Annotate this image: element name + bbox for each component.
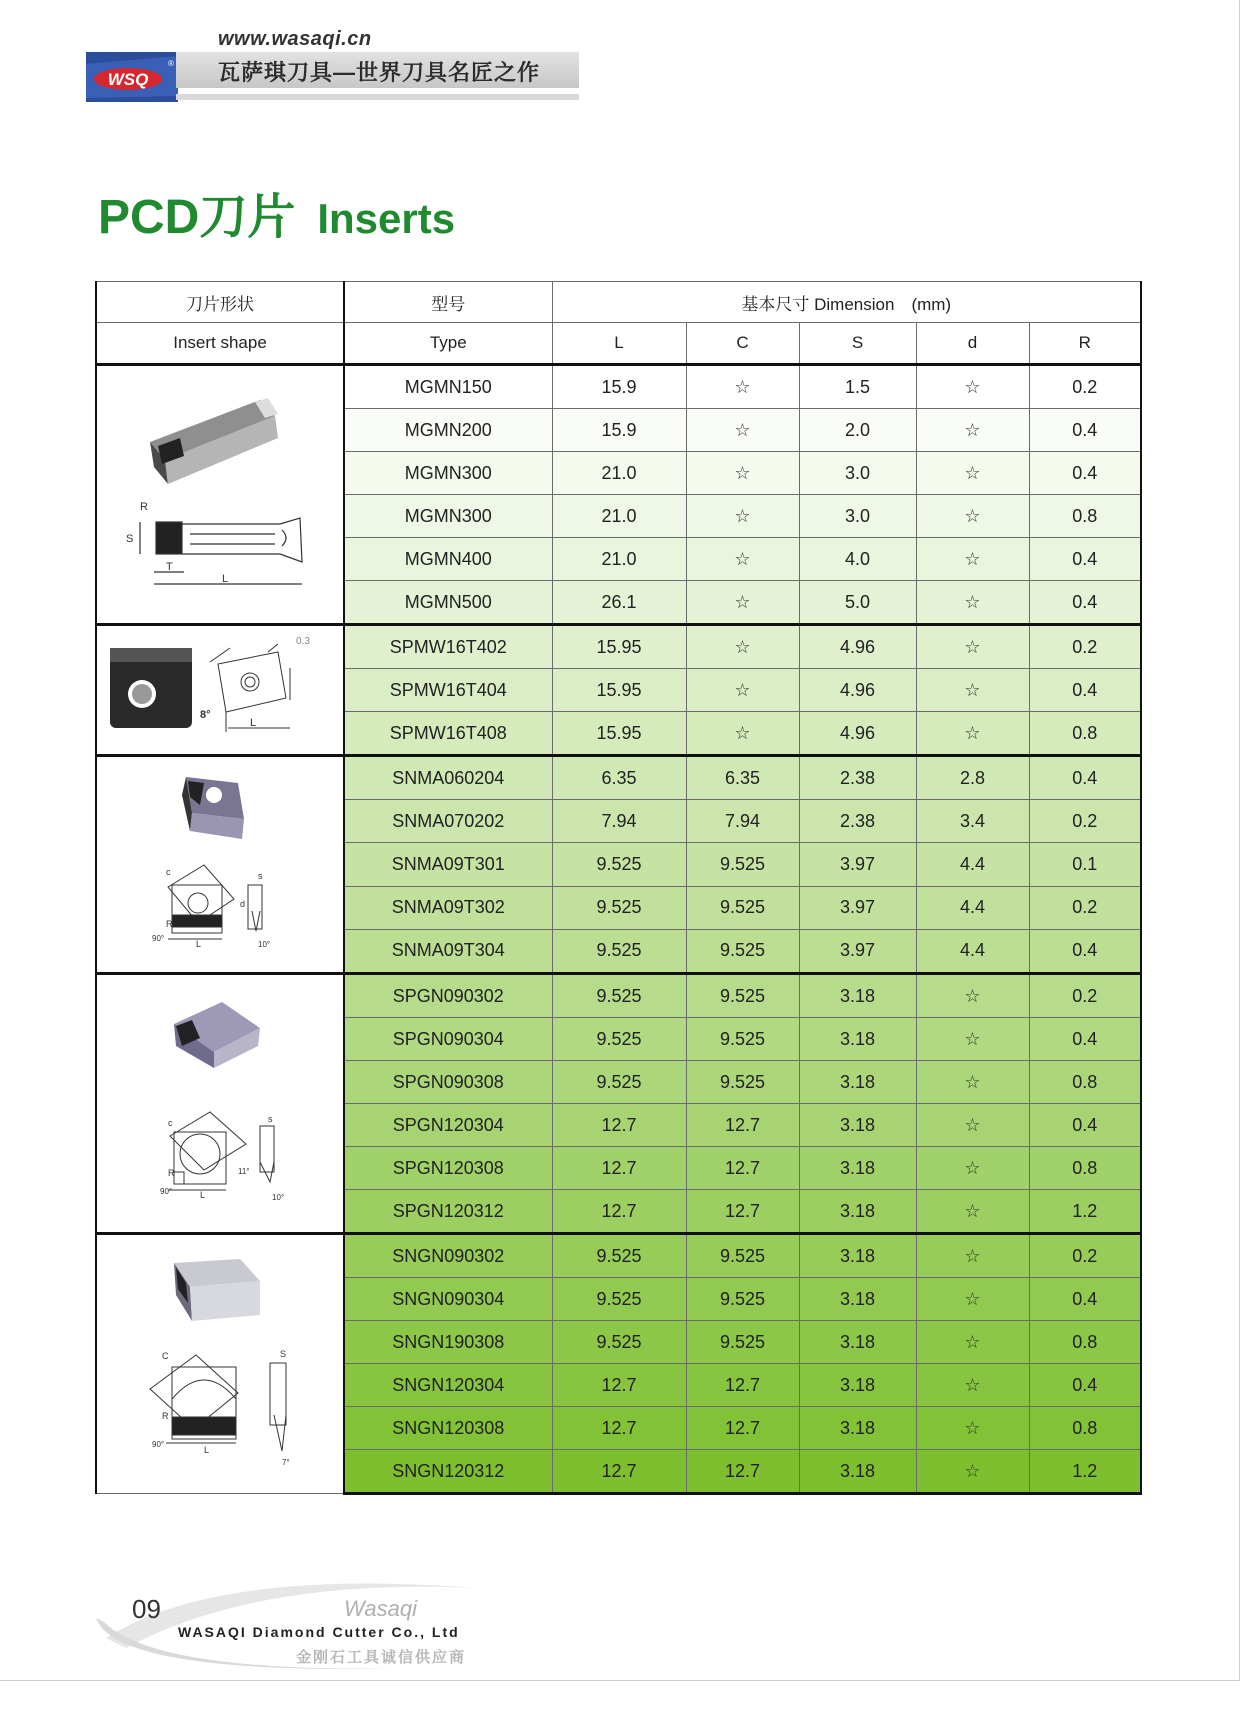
insert-shape-cell — [96, 625, 344, 756]
cell-d: ☆ — [916, 669, 1029, 712]
cell-type: SNMA09T302 — [344, 886, 552, 929]
cell-c: ☆ — [686, 495, 799, 538]
cell-d: ☆ — [916, 1061, 1029, 1104]
cell-l: 12.7 — [552, 1450, 686, 1494]
header-shape-en: Insert shape — [96, 323, 344, 365]
cell-s: 3.0 — [799, 452, 916, 495]
cell-r: 0.1 — [1029, 843, 1141, 886]
cell-type: SNGN090302 — [344, 1234, 552, 1278]
snma-label-angle1: 90° — [152, 934, 165, 943]
mgmn-label-l: L — [222, 573, 229, 585]
cell-s: 4.0 — [799, 538, 916, 581]
cell-d: ☆ — [916, 1104, 1029, 1147]
cell-type: MGMN300 — [344, 495, 552, 538]
mgmn-grooving-insert-illustration — [110, 372, 330, 612]
sngn-insert-3d-icon — [174, 1259, 260, 1321]
spmw-insert-photo-icon — [110, 648, 192, 728]
cell-s: 3.18 — [799, 1104, 916, 1147]
cell-s: 3.97 — [799, 929, 916, 973]
cell-d: ☆ — [916, 452, 1029, 495]
cell-type: SNGN120312 — [344, 1450, 552, 1494]
spgn-label-r: R — [168, 1168, 175, 1178]
cell-l: 15.95 — [552, 669, 686, 712]
spmw-label-l: L — [250, 716, 257, 729]
cell-l: 9.525 — [552, 886, 686, 929]
cell-r: 0.8 — [1029, 1061, 1141, 1104]
svg-text:®: ® — [168, 59, 174, 68]
cell-d: ☆ — [916, 1450, 1029, 1494]
snma-label-r: R — [166, 919, 173, 929]
cell-d: ☆ — [916, 712, 1029, 756]
cell-r: 0.2 — [1029, 886, 1141, 929]
cell-c: 9.525 — [686, 1234, 799, 1278]
spgn-label-angle2: 11° — [238, 1167, 250, 1176]
cell-s: 2.38 — [799, 800, 916, 843]
mgmn-drawing-icon — [140, 518, 302, 584]
cell-l: 12.7 — [552, 1104, 686, 1147]
cell-c: 6.35 — [686, 756, 799, 800]
cell-c: 7.94 — [686, 800, 799, 843]
page-title-en: Inserts — [317, 195, 456, 242]
cell-type: SPGN090308 — [344, 1061, 552, 1104]
insert-spec-table — [95, 281, 1142, 1495]
cell-d: ☆ — [916, 974, 1029, 1018]
cell-l: 15.9 — [552, 409, 686, 452]
cell-type: SPGN090304 — [344, 1018, 552, 1061]
cell-type: SPMW16T402 — [344, 625, 552, 669]
cell-s: 3.97 — [799, 886, 916, 929]
cell-s: 2.38 — [799, 756, 916, 800]
snma-label-l: L — [196, 939, 202, 949]
snma-label-c: c — [166, 867, 171, 877]
spgn-label-angle1: 90° — [160, 1187, 173, 1196]
cell-d: ☆ — [916, 495, 1029, 538]
cell-s: 2.0 — [799, 409, 916, 452]
cell-s: 3.18 — [799, 1190, 916, 1234]
cell-l: 9.525 — [552, 1061, 686, 1104]
cell-r: 0.4 — [1029, 756, 1141, 800]
cell-r: 0.2 — [1029, 625, 1141, 669]
cell-c: 12.7 — [686, 1450, 799, 1494]
cell-c: ☆ — [686, 625, 799, 669]
header-type-en: Type — [344, 323, 552, 365]
cell-r: 0.4 — [1029, 1104, 1141, 1147]
table-row — [96, 1234, 1141, 1278]
cell-c: 9.525 — [686, 1278, 799, 1321]
cell-l: 21.0 — [552, 452, 686, 495]
cell-l: 12.7 — [552, 1190, 686, 1234]
cell-c: ☆ — [686, 712, 799, 756]
cell-l: 9.525 — [552, 1278, 686, 1321]
cell-l: 9.525 — [552, 1234, 686, 1278]
spgn-label-c: c — [168, 1118, 173, 1128]
cell-c: ☆ — [686, 365, 799, 409]
cell-r: 0.2 — [1029, 800, 1141, 843]
cell-s: 3.0 — [799, 495, 916, 538]
cell-s: 3.18 — [799, 1234, 916, 1278]
cell-c: ☆ — [686, 669, 799, 712]
cell-l: 9.525 — [552, 843, 686, 886]
header-col-c: C — [686, 323, 799, 365]
table-row — [96, 756, 1141, 800]
spgn-drawing-icon — [168, 1112, 274, 1190]
cell-d: 4.4 — [916, 929, 1029, 973]
company-logo — [86, 52, 178, 102]
cell-type: SPMW16T404 — [344, 669, 552, 712]
cell-c: 12.7 — [686, 1104, 799, 1147]
cell-r: 0.4 — [1029, 1278, 1141, 1321]
cell-r: 0.4 — [1029, 669, 1141, 712]
spmw-label-angle: 8° — [200, 708, 211, 721]
cell-c: 9.525 — [686, 1321, 799, 1364]
cell-type: SNMA070202 — [344, 800, 552, 843]
cell-c: 9.525 — [686, 974, 799, 1018]
cell-r: 0.4 — [1029, 581, 1141, 625]
snma-insert-3d-icon — [182, 777, 244, 839]
snma-insert-illustration — [110, 757, 330, 967]
header-shape-cn: 刀片形状 — [96, 282, 344, 323]
cell-c: ☆ — [686, 581, 799, 625]
cell-r: 0.2 — [1029, 365, 1141, 409]
cell-l: 7.94 — [552, 800, 686, 843]
cell-r: 0.8 — [1029, 1407, 1141, 1450]
cell-type: SPGN120312 — [344, 1190, 552, 1234]
mgmn-label-r: R — [140, 501, 148, 513]
page-number: 09 — [132, 1594, 161, 1624]
cell-s: 5.0 — [799, 581, 916, 625]
cell-type: SNGN090304 — [344, 1278, 552, 1321]
cell-s: 3.18 — [799, 1407, 916, 1450]
cell-d: 3.4 — [916, 800, 1029, 843]
insert-shape-cell — [96, 1234, 344, 1494]
cell-c: ☆ — [686, 452, 799, 495]
logo-text: WSQ — [107, 70, 149, 89]
insert-shape-cell — [96, 974, 344, 1234]
cell-type: MGMN300 — [344, 452, 552, 495]
slogan: 瓦萨琪刀具—世界刀具名匠之作 — [218, 60, 541, 85]
cell-d: ☆ — [916, 409, 1029, 452]
cell-l: 12.7 — [552, 1407, 686, 1450]
cell-l: 6.35 — [552, 756, 686, 800]
cell-l: 15.95 — [552, 712, 686, 756]
cell-c: ☆ — [686, 409, 799, 452]
sngn-label-s: S — [280, 1348, 287, 1359]
cell-s: 1.5 — [799, 365, 916, 409]
cell-d: ☆ — [916, 1190, 1029, 1234]
sngn-label-r: R — [162, 1410, 169, 1421]
cell-l: 9.525 — [552, 974, 686, 1018]
cell-r: 0.8 — [1029, 1147, 1141, 1190]
cell-d: ☆ — [916, 1321, 1029, 1364]
sngn-drawing-icon — [150, 1355, 286, 1451]
cell-l: 12.7 — [552, 1147, 686, 1190]
cell-type: SPMW16T408 — [344, 712, 552, 756]
cell-l: 12.7 — [552, 1364, 686, 1407]
header-col-r: R — [1029, 323, 1141, 365]
cell-d: ☆ — [916, 581, 1029, 625]
snma-label-angle2: 10° — [258, 940, 271, 949]
cell-l: 26.1 — [552, 581, 686, 625]
mgmn-insert-3d-icon — [150, 398, 278, 484]
cell-r: 1.2 — [1029, 1450, 1141, 1494]
insert-shape-cell — [96, 756, 344, 974]
cell-s: 3.18 — [799, 1450, 916, 1494]
spgn-label-angle3: 10° — [272, 1193, 285, 1202]
cell-type: MGMN150 — [344, 365, 552, 409]
insert-shape-cell — [96, 365, 344, 625]
cell-l: 9.525 — [552, 1018, 686, 1061]
cell-c: 9.525 — [686, 886, 799, 929]
cell-type: SNMA09T304 — [344, 929, 552, 973]
cell-c: 12.7 — [686, 1364, 799, 1407]
cell-d: ☆ — [916, 1018, 1029, 1061]
spgn-insert-illustration — [110, 976, 330, 1226]
cell-type: MGMN400 — [344, 538, 552, 581]
spgn-label-s: s — [268, 1114, 273, 1124]
cell-type: MGMN200 — [344, 409, 552, 452]
cell-r: 0.8 — [1029, 1321, 1141, 1364]
header-type-cn: 型号 — [344, 282, 552, 323]
cell-type: MGMN500 — [344, 581, 552, 625]
footer-tagline: 金刚石工具诚信供应商 — [296, 1649, 467, 1666]
cell-l: 15.9 — [552, 365, 686, 409]
cell-r: 0.2 — [1029, 974, 1141, 1018]
cell-s: 4.96 — [799, 712, 916, 756]
cell-c: 9.525 — [686, 843, 799, 886]
snma-drawing-icon — [168, 865, 262, 939]
cell-s: 3.18 — [799, 1061, 916, 1104]
cell-d: 2.8 — [916, 756, 1029, 800]
snma-label-d: d — [240, 899, 246, 909]
sngn-label-l: L — [204, 1444, 210, 1455]
cell-c: 12.7 — [686, 1147, 799, 1190]
spec-body — [96, 365, 1141, 1494]
cell-l: 9.525 — [552, 1321, 686, 1364]
spmw-insert-illustration — [100, 628, 340, 748]
cell-s: 3.18 — [799, 1278, 916, 1321]
cell-c: 9.525 — [686, 929, 799, 973]
cell-r: 0.8 — [1029, 495, 1141, 538]
cell-s: 4.96 — [799, 625, 916, 669]
spgn-label-l: L — [200, 1190, 206, 1200]
table-row — [96, 365, 1141, 409]
cell-d: ☆ — [916, 538, 1029, 581]
cell-r: 0.4 — [1029, 452, 1141, 495]
cell-type: SNMA060204 — [344, 756, 552, 800]
cell-s: 3.18 — [799, 1147, 916, 1190]
header-dimension: 基本尺寸 Dimension (mm) — [552, 282, 1141, 323]
cell-r: 0.4 — [1029, 929, 1141, 973]
cell-r: 0.4 — [1029, 1018, 1141, 1061]
cell-c: ☆ — [686, 538, 799, 581]
cell-type: SPGN120304 — [344, 1104, 552, 1147]
page-title-cn: PCD刀片 — [98, 191, 296, 244]
footer-brand: Wasaqi — [344, 1596, 417, 1621]
header-col-l: L — [552, 323, 686, 365]
cell-type: SPGN090302 — [344, 974, 552, 1018]
cell-c: 9.525 — [686, 1061, 799, 1104]
spmw-label-chamfer: 0.3 — [296, 635, 310, 647]
cell-d: ☆ — [916, 1364, 1029, 1407]
mgmn-label-t: T — [166, 561, 173, 573]
footer-company: WASAQI Diamond Cutter Co., Ltd — [178, 1624, 460, 1640]
cell-s: 3.18 — [799, 974, 916, 1018]
header-col-s: S — [799, 323, 916, 365]
cell-type: SNGN120304 — [344, 1364, 552, 1407]
cell-c: 12.7 — [686, 1407, 799, 1450]
cell-r: 1.2 — [1029, 1190, 1141, 1234]
cell-s: 4.96 — [799, 669, 916, 712]
cell-d: ☆ — [916, 1278, 1029, 1321]
cell-d: ☆ — [916, 1234, 1029, 1278]
table-row — [96, 625, 1141, 669]
cell-s: 3.18 — [799, 1018, 916, 1061]
cell-type: SNGN190308 — [344, 1321, 552, 1364]
cell-c: 12.7 — [686, 1190, 799, 1234]
cell-d: 4.4 — [916, 886, 1029, 929]
sngn-label-c: C — [162, 1350, 169, 1361]
cell-l: 21.0 — [552, 495, 686, 538]
cell-s: 3.97 — [799, 843, 916, 886]
cell-d: ☆ — [916, 625, 1029, 669]
cell-d: ☆ — [916, 365, 1029, 409]
cell-r: 0.4 — [1029, 538, 1141, 581]
cell-r: 0.4 — [1029, 409, 1141, 452]
cell-s: 3.18 — [799, 1364, 916, 1407]
cell-d: 4.4 — [916, 843, 1029, 886]
cell-s: 3.18 — [799, 1321, 916, 1364]
cell-d: ☆ — [916, 1147, 1029, 1190]
sngn-label-angle1: 90° — [152, 1439, 165, 1449]
cell-c: 9.525 — [686, 1018, 799, 1061]
spgn-insert-3d-icon — [174, 1002, 260, 1068]
site-url[interactable]: www.wasaqi.cn — [218, 28, 372, 50]
cell-type: SNGN120308 — [344, 1407, 552, 1450]
cell-type: SPGN120308 — [344, 1147, 552, 1190]
sngn-insert-illustration — [110, 1237, 330, 1487]
cell-r: 0.8 — [1029, 712, 1141, 756]
table-row — [96, 974, 1141, 1018]
sngn-label-angle2: 7° — [282, 1457, 290, 1467]
cell-r: 0.4 — [1029, 1364, 1141, 1407]
cell-l: 15.95 — [552, 625, 686, 669]
cell-type: SNMA09T301 — [344, 843, 552, 886]
page-title — [98, 178, 455, 247]
cell-d: ☆ — [916, 1407, 1029, 1450]
header-col-d: d — [916, 323, 1029, 365]
snma-label-s: s — [258, 871, 263, 881]
mgmn-label-s: S — [126, 533, 134, 545]
cell-l: 21.0 — [552, 538, 686, 581]
cell-l: 9.525 — [552, 929, 686, 973]
cell-r: 0.2 — [1029, 1234, 1141, 1278]
